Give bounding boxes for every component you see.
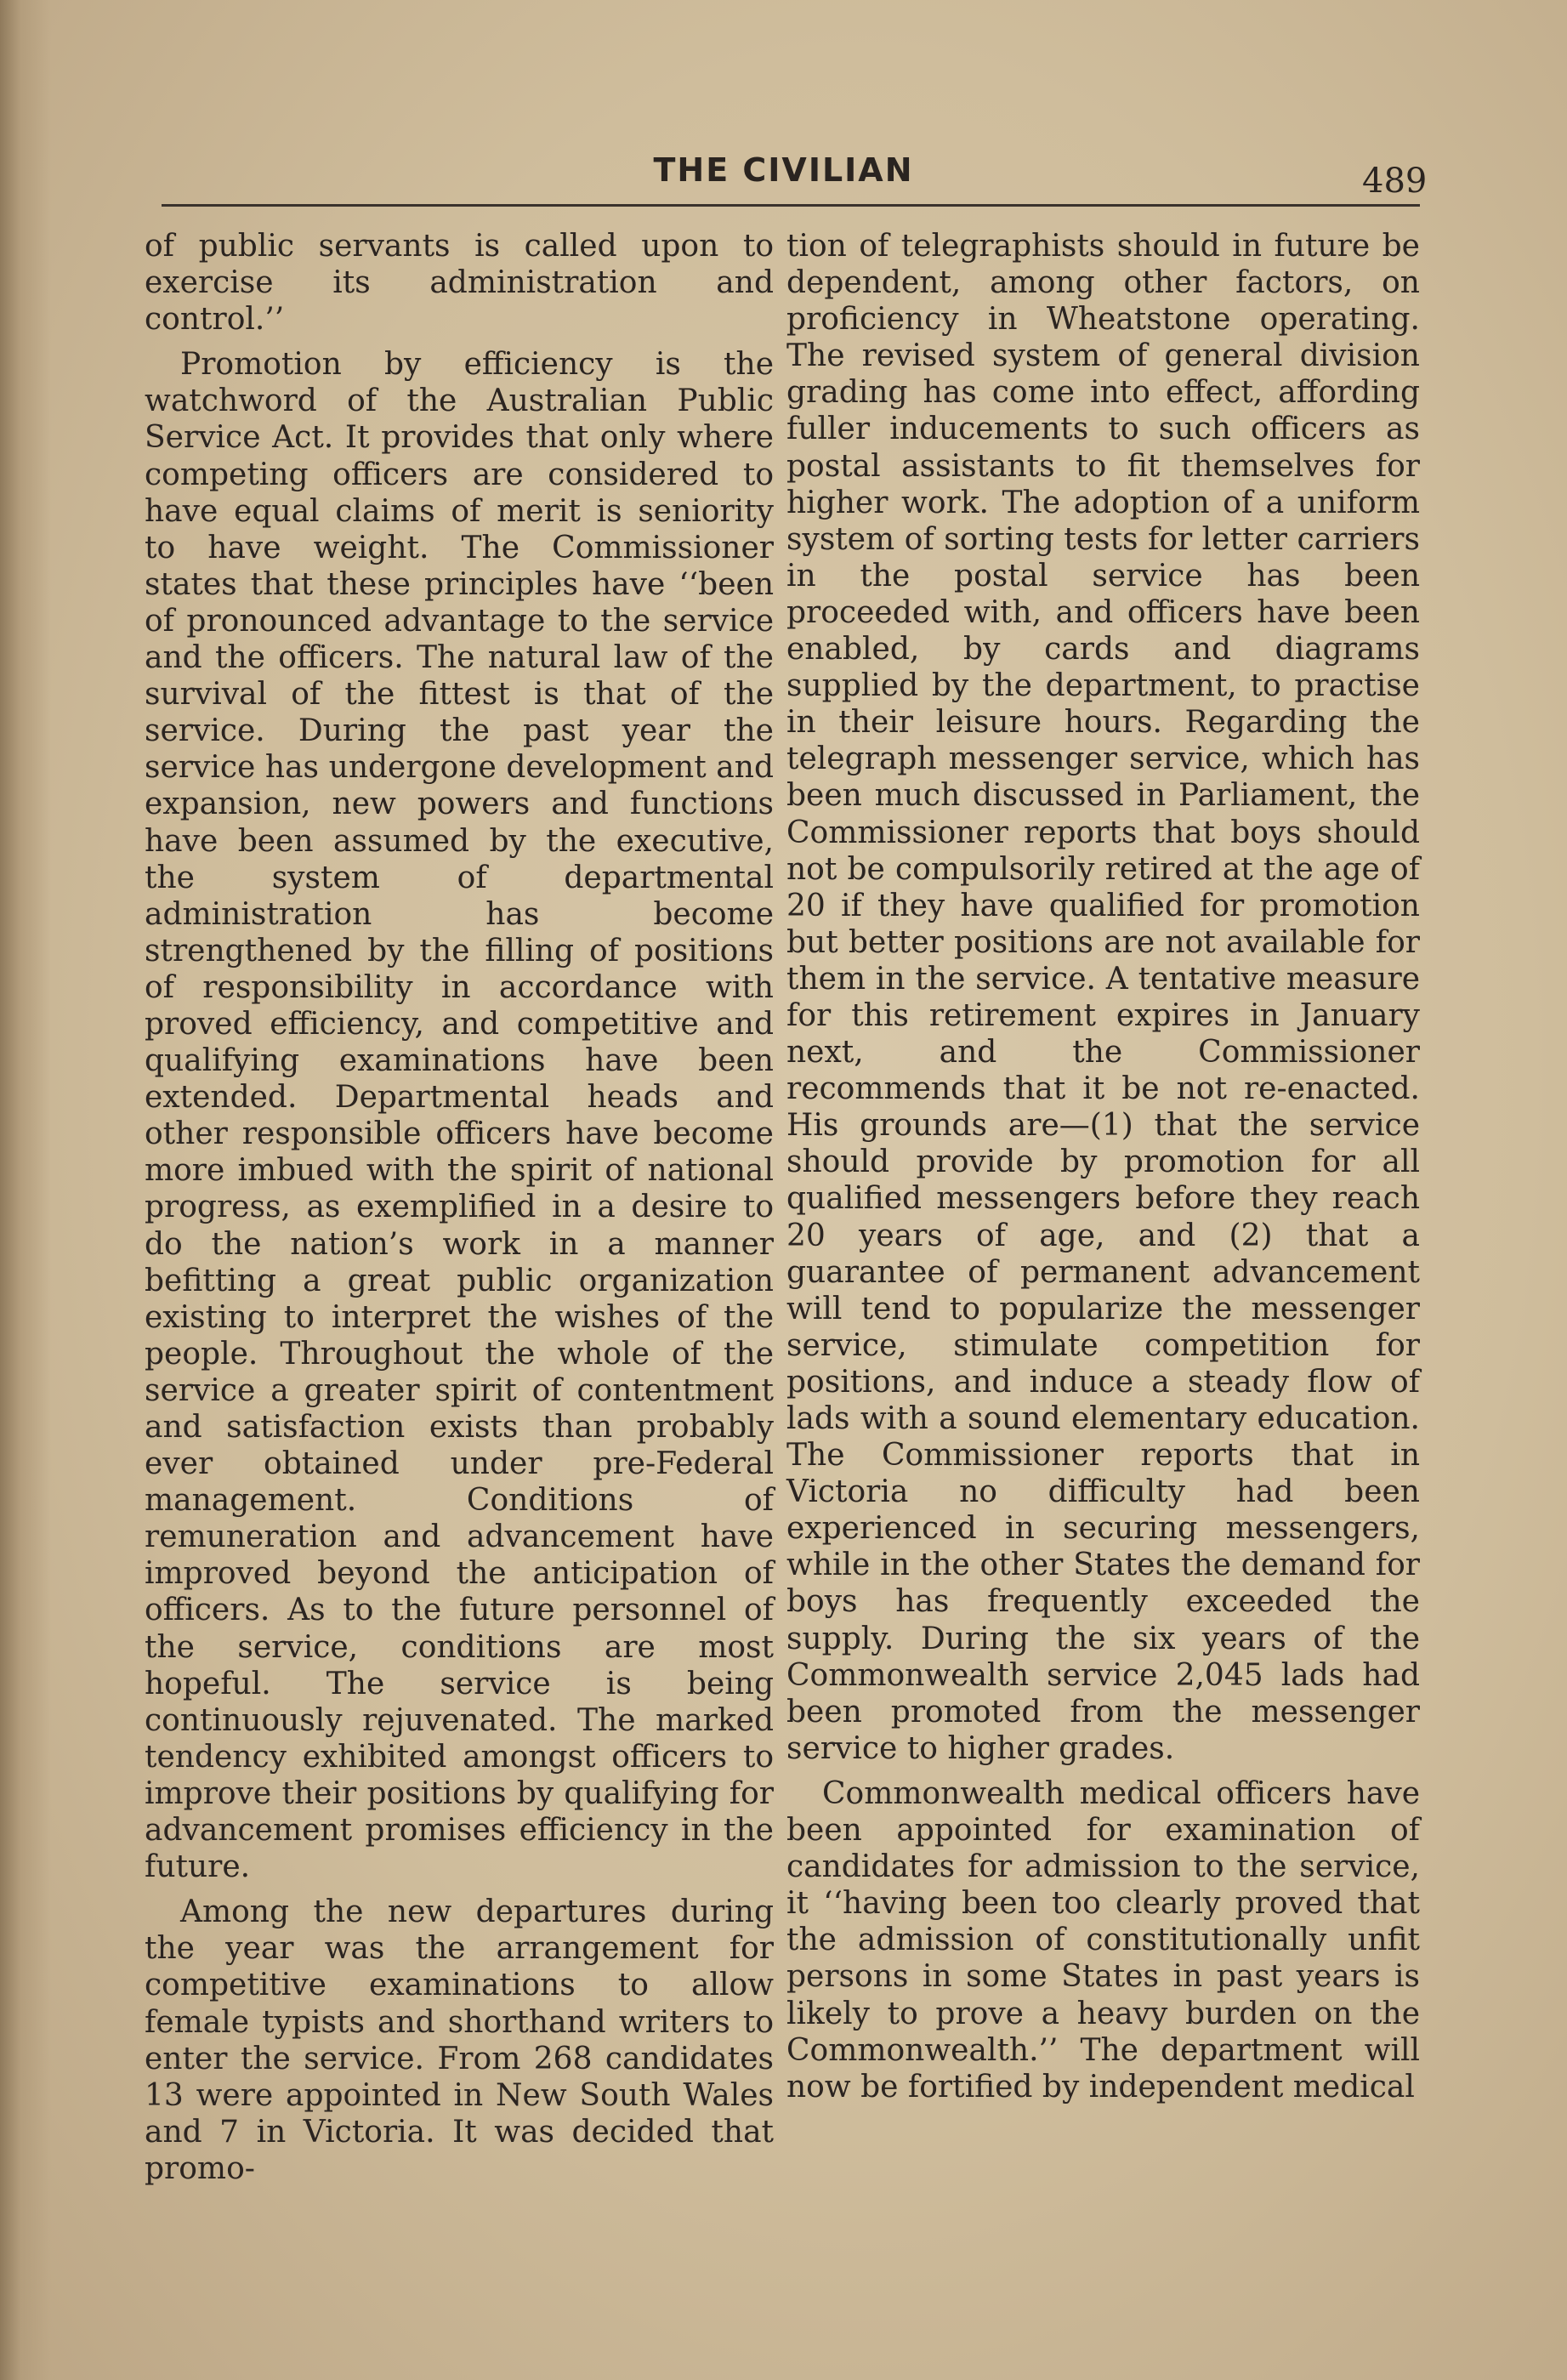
paragraph: tion of telegraphists should in future be dependent, among other factors, on proficiency in Wheatstone operating. The revised system of general division grading has come into effect, affording fuller inducements to such officers as postal assistants to fit themselves for higher work. The adoption of a uniform system of sorting tests for letter carriers in the postal service has been proceeded with, and officers have been enabled, by cards and diagrams supplied by the department, to practise in their leisure hours. Regarding the telegraph messenger service, which has been much discussed in Parliament, the Commissioner reports that boys should not be compulsorily retired at the age of 20 if they have qualified for promotion but better positions are not available for them in the service. A tentative measure for this retirement expires in January next, and the Commissioner recommends that it be not re-enacted. His grounds are—(1) that the service should provide by promotion for all qualified messengers before they reach 20 years of age, and (2) that a guarantee of permanent advancement will tend to popularize the messenger service, stimulate competition for positions, and induce a steady flow of lads with a sound elementary education. The Commissioner reports that in Victoria no difficulty had been experienced in securing messengers, while in the other States the demand for boys has frequently exceeded the supply. During the six years of the Commonwealth service 2,045 lads had been promoted from the messenger service to higher grades. [786, 229, 1420, 1766]
page-header [0, 151, 1567, 202]
header-rule [162, 204, 1420, 207]
paragraph: Among the new departures during the year was the arrangement for competitive examinations to allow female typists and shorthand writers to enter the service. From 268 candidates 13 were appointed in New South Wales and 7 in Victoria. It was decided that promo- [145, 1894, 774, 2186]
paragraph: Commonwealth medical officers have been appointed for examination of candidates for admission to the service, it ‘‘having been too clearly proved that the admission of constitutionally unfit persons in some States in past years is likely to prove a heavy burden on the Commonwealth.’’ The department will now be fortified by independent medical [786, 1775, 1420, 2105]
paragraph: of public servants is called upon to exercise its administration and control.’’ [145, 229, 774, 338]
running-title: THE CIVILIAN [653, 151, 914, 189]
paragraph: Promotion by efficiency is the watchword of the Australian Public Service Act. It provides that only where competing officers are considered to have equal claims of merit is seniority to have weight. The Commissioner states that these principles have ‘‘been of pronounced advantage to the service and the officers. The natural law of the survival of the fittest is that of the service. During the past year the service has undergone development and expansion, new powers and functions have been assumed by the executive, the system of departmental administration has become strengthened by the filling of positions of responsibility in accordance with proved efficiency, and competitive and qualifying examinations have been extended. Departmental heads and other responsible officers have become more imbued with the spirit of national progress, as exemplified in a desire to do the nation’s work in a manner befitting a great public organization existing to interpret the wishes of the people. Throughout the whole of the service a greater spirit of contentment and satisfaction exists than probably ever obtained under pre-Federal management. Conditions of remuneration and advancement have improved beyond the anticipation of officers. As to the future personnel of the service, conditions are most hopeful. The service is being continuously rejuvenated. The marked tendency exhibited amongst officers to improve their positions by qualifying for advancement promises efficiency in the future. [145, 347, 774, 1885]
right-column [786, 228, 1420, 2114]
page-binding-edge [0, 0, 51, 2380]
page-number: 489 [1362, 162, 1428, 201]
left-column [145, 228, 774, 2195]
